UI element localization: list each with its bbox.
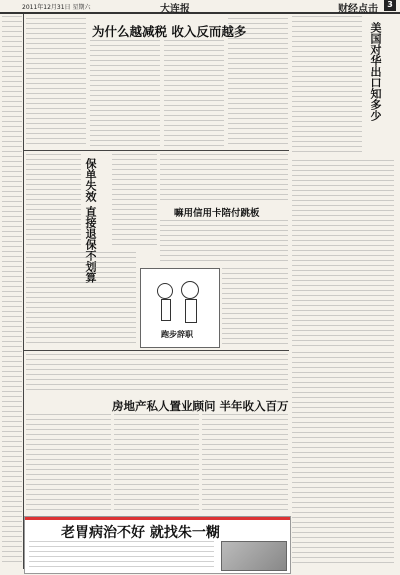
section-divider-2 [24, 350, 289, 351]
cartoon-caption: 跑步辞职 [161, 329, 193, 339]
main-article-col-3 [164, 40, 224, 148]
main-article-col-1 [26, 18, 86, 148]
credit-card-headline: 嘛用信用卡陪付跳板 [174, 208, 260, 219]
real-estate-article-top [26, 354, 288, 394]
side-article [222, 268, 288, 348]
credit-card-article-top [160, 154, 288, 202]
ad-body-text [29, 541, 214, 571]
main-article-col-2 [90, 40, 160, 148]
real-estate-col-3 [202, 414, 288, 514]
cartoon-illustration [151, 277, 206, 325]
column-divider [23, 14, 24, 569]
insurance-vertical-headline: 保单失效 直接退保不划算 [84, 158, 97, 283]
issue-date: 2011年12月31日 星期六 [22, 4, 91, 11]
page-header [0, 0, 400, 14]
right-lower-article [292, 352, 394, 567]
section-divider [24, 150, 289, 151]
ad-top-stripe [25, 517, 290, 520]
real-estate-headline: 房地产私人置业顾问 半年收入百万 [112, 399, 289, 413]
left-briefs-column [2, 16, 22, 566]
right-article-continued [292, 160, 394, 350]
page-number: 3 [384, 0, 396, 11]
masthead: 大连报 [160, 4, 190, 15]
insurance-article-col-1 [26, 154, 81, 249]
real-estate-col-2 [114, 414, 199, 514]
section-title: 财经点击 [338, 4, 378, 15]
real-estate-col-1 [26, 414, 111, 514]
main-headline: 为什么越减税 收入反而越多 [92, 24, 247, 39]
cartoon-box [140, 268, 220, 348]
advertisement [24, 516, 291, 574]
policy-article [26, 252, 136, 347]
ad-headline: 老胃病治不好 就找朱一糊 [61, 525, 220, 541]
right-vertical-headline: 美国对华出口知多少 [369, 22, 382, 121]
ad-photo [221, 541, 287, 571]
right-article-text [292, 16, 362, 156]
credit-card-article-body [160, 220, 288, 265]
main-article-col-4 [228, 18, 288, 148]
insurance-article-col-2 [112, 154, 157, 249]
